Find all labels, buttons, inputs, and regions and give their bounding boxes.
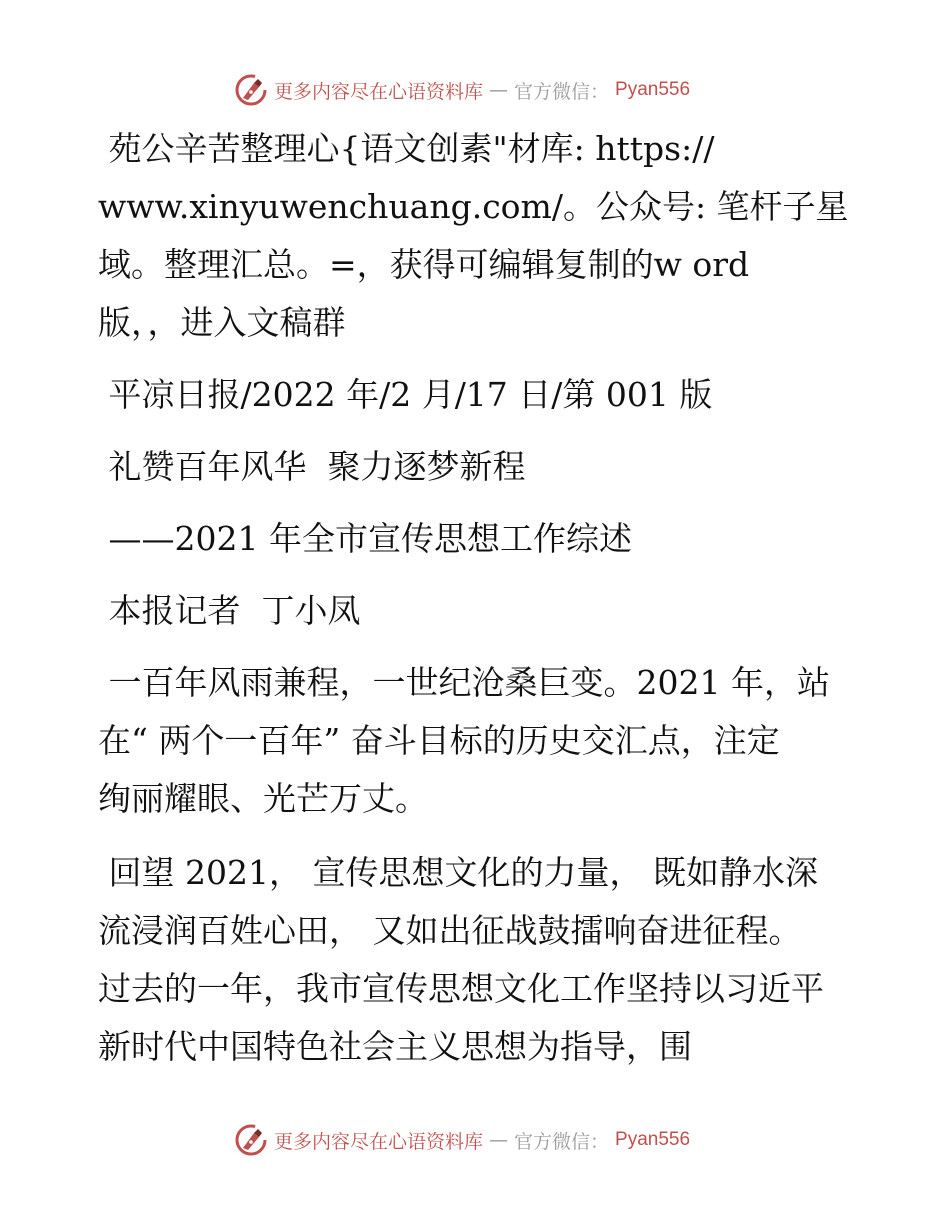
- article-author: 本报记者 丁小凤: [98, 591, 361, 630]
- banner-dash: —: [489, 79, 509, 101]
- document-body: [98, 120, 858, 1076]
- banner-wechat-handle: Pyan556: [615, 79, 691, 100]
- paragraph-line: 一百年风雨兼程，一世纪沧桑巨变。2021 年，站: [98, 663, 830, 702]
- paragraph-line: 绚丽耀眼、光芒万丈。: [98, 779, 428, 818]
- header-banner: [234, 72, 690, 108]
- banner-wechat-handle: Pyan556: [615, 1129, 691, 1150]
- paragraph-line: 回望 2021， 宣传思想文化的力量， 既如静水深: [98, 853, 818, 892]
- banner-wechat-label: 官方微信：: [514, 1130, 610, 1153]
- pen-nib-logo-icon: [234, 1123, 268, 1157]
- paragraph-line: 新时代中国特色社会主义思想为指导，围: [98, 1027, 692, 1066]
- footer-banner: [234, 1122, 690, 1158]
- paragraph-line: 在“ 两个一百年” 奋斗目标的历史交汇点，注定: [98, 721, 780, 760]
- source-line: 平凉日报/2022 年/2 月/17 日/第 001 版: [98, 375, 713, 414]
- paragraph-line: 过去的一年，我市宣传思想文化工作坚持以习近平: [98, 969, 824, 1008]
- intro-line: 域。整理汇总。=，获得可编辑复制的w ord: [98, 245, 750, 284]
- paragraph-1: [98, 654, 858, 828]
- banner-slogan: 更多内容尽在心语资料库: [274, 1130, 484, 1153]
- pen-nib-logo-icon: [234, 73, 268, 107]
- banner-slogan: 更多内容尽在心语资料库: [274, 80, 484, 103]
- article-subtitle: ——2021 年全市宣传思想工作综述: [98, 519, 632, 558]
- intro-line: 苑公辛苦整理心{语文创素"材库: https://: [98, 129, 715, 168]
- banner-dash: —: [489, 1129, 509, 1151]
- article-title: 礼赞百年风华 聚力逐梦新程: [98, 447, 526, 486]
- intro-line: 版，，进入文稿群: [98, 303, 346, 342]
- paragraph-line: 流浸润百姓心田， 又如出征战鼓擂响奋进征程。: [98, 911, 802, 950]
- intro-line: www.xinyuwenchuang.com/。公众号: 笔杆子星: [98, 187, 849, 226]
- banner-wechat-label: 官方微信：: [514, 80, 610, 103]
- intro-block: [98, 120, 858, 352]
- paragraph-2: [98, 844, 858, 1076]
